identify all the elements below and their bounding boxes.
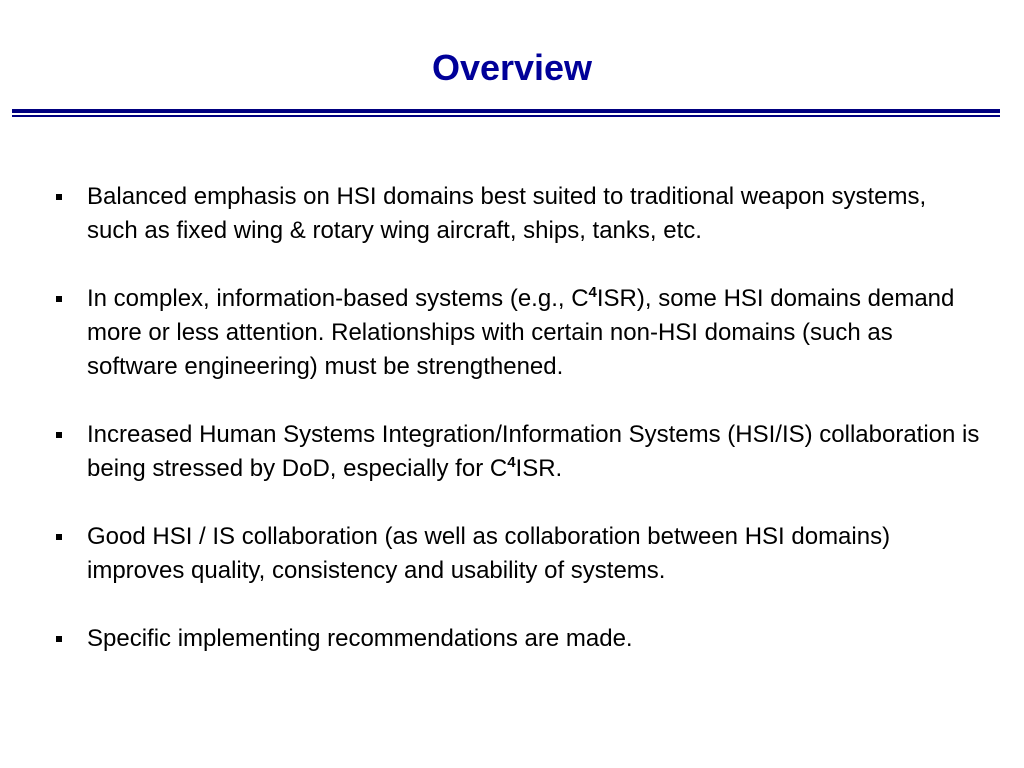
square-bullet-icon — [56, 432, 62, 438]
bullet-item-recommendations — [52, 622, 982, 656]
bullet-item-quality-consistency — [52, 520, 982, 588]
bullet-item-hsi-is-collaboration — [52, 418, 982, 486]
square-bullet-icon — [56, 194, 62, 200]
square-bullet-icon — [56, 534, 62, 540]
superscript-4: 4 — [507, 454, 516, 471]
bullet-text: Balanced emphasis on HSI domains best suited to traditional weapon systems, such as fixed wing & rotary wing aircraft, ships, tanks, etc. — [87, 183, 927, 244]
bullet-item-complex-systems — [52, 282, 982, 384]
title-divider — [12, 109, 1000, 119]
title-divider-thin-line — [12, 115, 1000, 117]
bullet-text: In complex, information-based systems (e.g., $C^4ISR$), some HSI domains demand more or less attention. Relationships with certain non-HSI domains (such as software engineering) must be strengthened. — [87, 284, 955, 380]
square-bullet-icon — [56, 636, 62, 642]
title-divider-thick-line — [12, 109, 1000, 113]
bullet-item-hsi-domains-emphasis — [52, 180, 982, 248]
square-bullet-icon — [56, 296, 62, 302]
bullet-text: Specific implementing recommendations are made. — [87, 625, 633, 652]
bullet-list — [52, 180, 982, 690]
slide-title: Overview — [431, 47, 593, 88]
bullet-text: Increased Human Systems Integration/Information Systems (HSI/IS) collaboration is being stressed by DoD, especially for $C^4ISR$. — [87, 421, 980, 482]
bullet-text: Good HSI / IS collaboration (as well as collaboration between HSI domains) improves quality, consistency and usability of systems. — [87, 523, 891, 584]
superscript-4: 4 — [588, 284, 597, 301]
